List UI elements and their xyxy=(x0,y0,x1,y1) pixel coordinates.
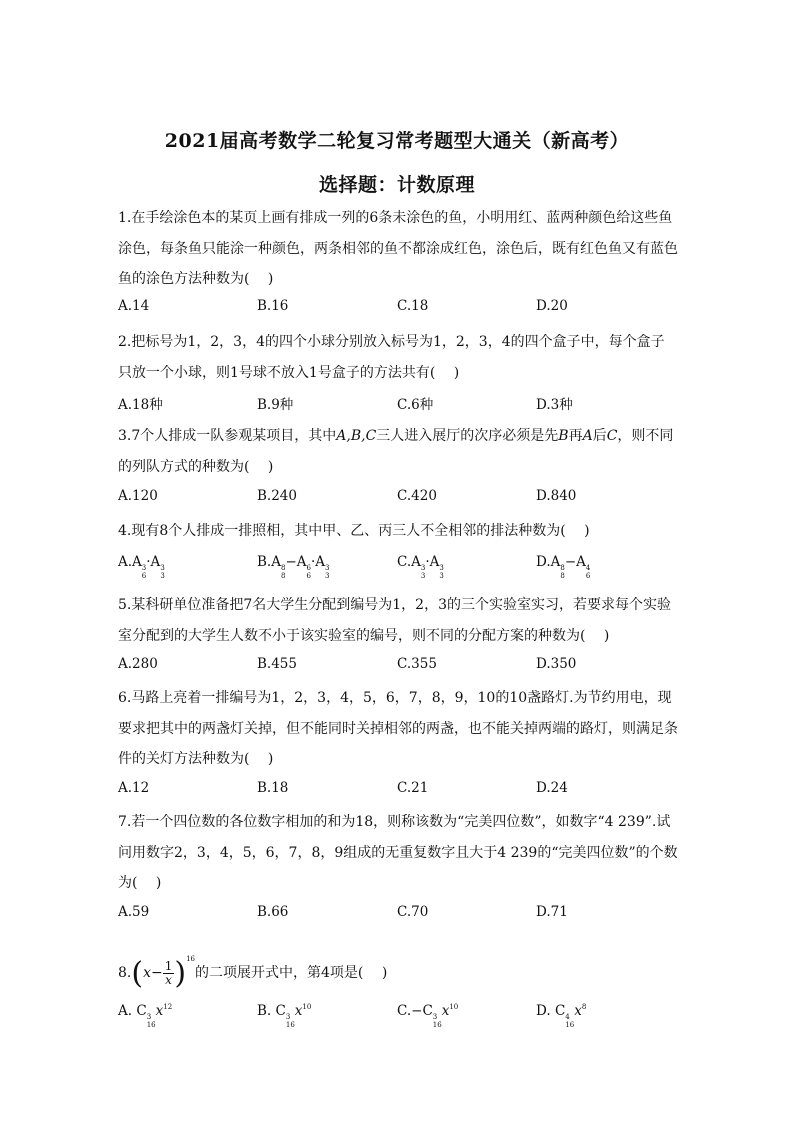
question-7-option-d: D.71 xyxy=(536,904,568,920)
question-3-options xyxy=(118,488,678,510)
question-3-option-a: A.120 xyxy=(118,488,158,504)
question-2-options xyxy=(118,393,678,415)
question-4-option-d: D.A 8 8 −A 4 6 xyxy=(536,554,591,580)
question-3-option-d: D.840 xyxy=(536,488,577,504)
question-8-option-b: B. C 3 16 $x^{10}$ xyxy=(257,1003,312,1029)
question-4-option-b: B.A 8 8 −A 6 6 ·A 3 3 xyxy=(257,554,330,580)
question-6-text: 6.马路上亮着一排编号为1，2，3，4，5，6，7，8，9，10的10盏路灯.为节约用电，现要求把其中的两盏灯关掉，但不能同时关掉相邻的两盏，也不能关掉两端的路灯，则满足条件的关灯方法种数为( ) xyxy=(118,690,678,767)
question-8-options xyxy=(118,1003,678,1029)
question-4-text: 4.现有8个人排成一排照相，其中甲、乙、丙三人不全相邻的排法种数为( ) xyxy=(118,523,590,539)
document-subtitle: 选择题：计数原理 xyxy=(318,174,475,196)
question-7-option-c: C.70 xyxy=(397,904,429,920)
question-4-option-a: A.A 3 6 ·A 3 3 xyxy=(118,554,165,580)
question-6-option-c: C.21 xyxy=(397,780,429,796)
question-7-options xyxy=(118,904,678,926)
question-5-option-c: C.355 xyxy=(397,656,437,672)
question-6-options xyxy=(118,780,678,802)
question-1-option-c: C.18 xyxy=(397,298,429,314)
question-5-text: 5.某科研单位准备把7名大学生分配到编号为1，2，3的三个实验室实习，若要求每个实验室分配到的大学生人数不小于该实验室的编号，则不同的分配方案的种数为( ) xyxy=(118,597,671,644)
question-4-options xyxy=(118,554,678,580)
question-2-option-c: C.6种 xyxy=(397,397,434,413)
question-5-option-a: A.280 xyxy=(118,656,158,672)
question-1-option-a: A.14 xyxy=(118,298,150,314)
question-5-option-b: B.455 xyxy=(257,656,297,672)
question-2-option-b: B.9种 xyxy=(257,397,294,413)
fraction: $\frac{1}{x}$ xyxy=(164,958,173,987)
question-8-option-d: D. C 4 16 $x^8$ xyxy=(536,1003,587,1029)
question-6-option-a: A.12 xyxy=(118,780,150,796)
question-1-option-b: B.16 xyxy=(257,298,289,314)
question-2-option-a: A.18种 xyxy=(118,397,163,413)
question-8-option-c: C.−C 3 16 $x^{10}$ xyxy=(397,1003,459,1029)
question-8-text: 8.(x− $\frac{1}{x}$ )$^{16}$的二项展开式中，第4项是( ) xyxy=(118,955,388,991)
question-3-text: 3.7个人排成一队参观某项目，其中A,B,C三人进入展厅的次序必须是先B再A后C，则不同的列队方式的种数为( ) xyxy=(118,428,674,475)
question-8-option-a: A. C 3 16 $x^{12}$ xyxy=(118,1003,173,1029)
question-7-option-a: A.59 xyxy=(118,904,150,920)
question-1-text: 1.在手绘涂色本的某页上画有排成一列的6条未涂色的鱼，小明用红、蓝两种颜色给这些鱼涂色，每条鱼只能涂一种颜色，两条相邻的鱼不都涂成红色，涂色后，既有红色鱼又有蓝色鱼的涂色方法种数为( ) xyxy=(118,210,678,287)
right-paren-icon: ) xyxy=(174,956,187,991)
question-5-option-d: D.350 xyxy=(536,656,577,672)
question-4-option-c: C.A 3 3 ·A 3 3 xyxy=(397,554,444,580)
question-2-option-d: D.3种 xyxy=(536,397,573,413)
question-1-options xyxy=(118,298,678,320)
question-6-option-d: D.24 xyxy=(536,780,568,796)
question-5-options xyxy=(118,656,678,678)
question-7-text: 7.若一个四位数的各位数字相加的和为18，则称该数为“完美四位数”，如数字“4 239”.试问用数字2，3，4，5，6，7，8，9组成的无重复数字且大于4 239的“完美四位数”的个数为( ) xyxy=(118,814,678,891)
question-3-option-c: C.420 xyxy=(397,488,437,504)
question-2-text: 2.把标号为1，2，3，4的四个小球分别放入标号为1，2，3，4的四个盒子中，每个盒子只放一个小球，则1号球不放入1号盒子的方法共有( ) xyxy=(118,334,665,381)
question-7-option-b: B.66 xyxy=(257,904,289,920)
left-paren-icon: ( xyxy=(131,956,144,991)
document-title: 2021届高考数学二轮复习常考题型大通关（新高考） xyxy=(164,130,630,152)
question-1-option-d: D.20 xyxy=(536,298,568,314)
question-3-option-b: B.240 xyxy=(257,488,297,504)
question-6-option-b: B.18 xyxy=(257,780,289,796)
